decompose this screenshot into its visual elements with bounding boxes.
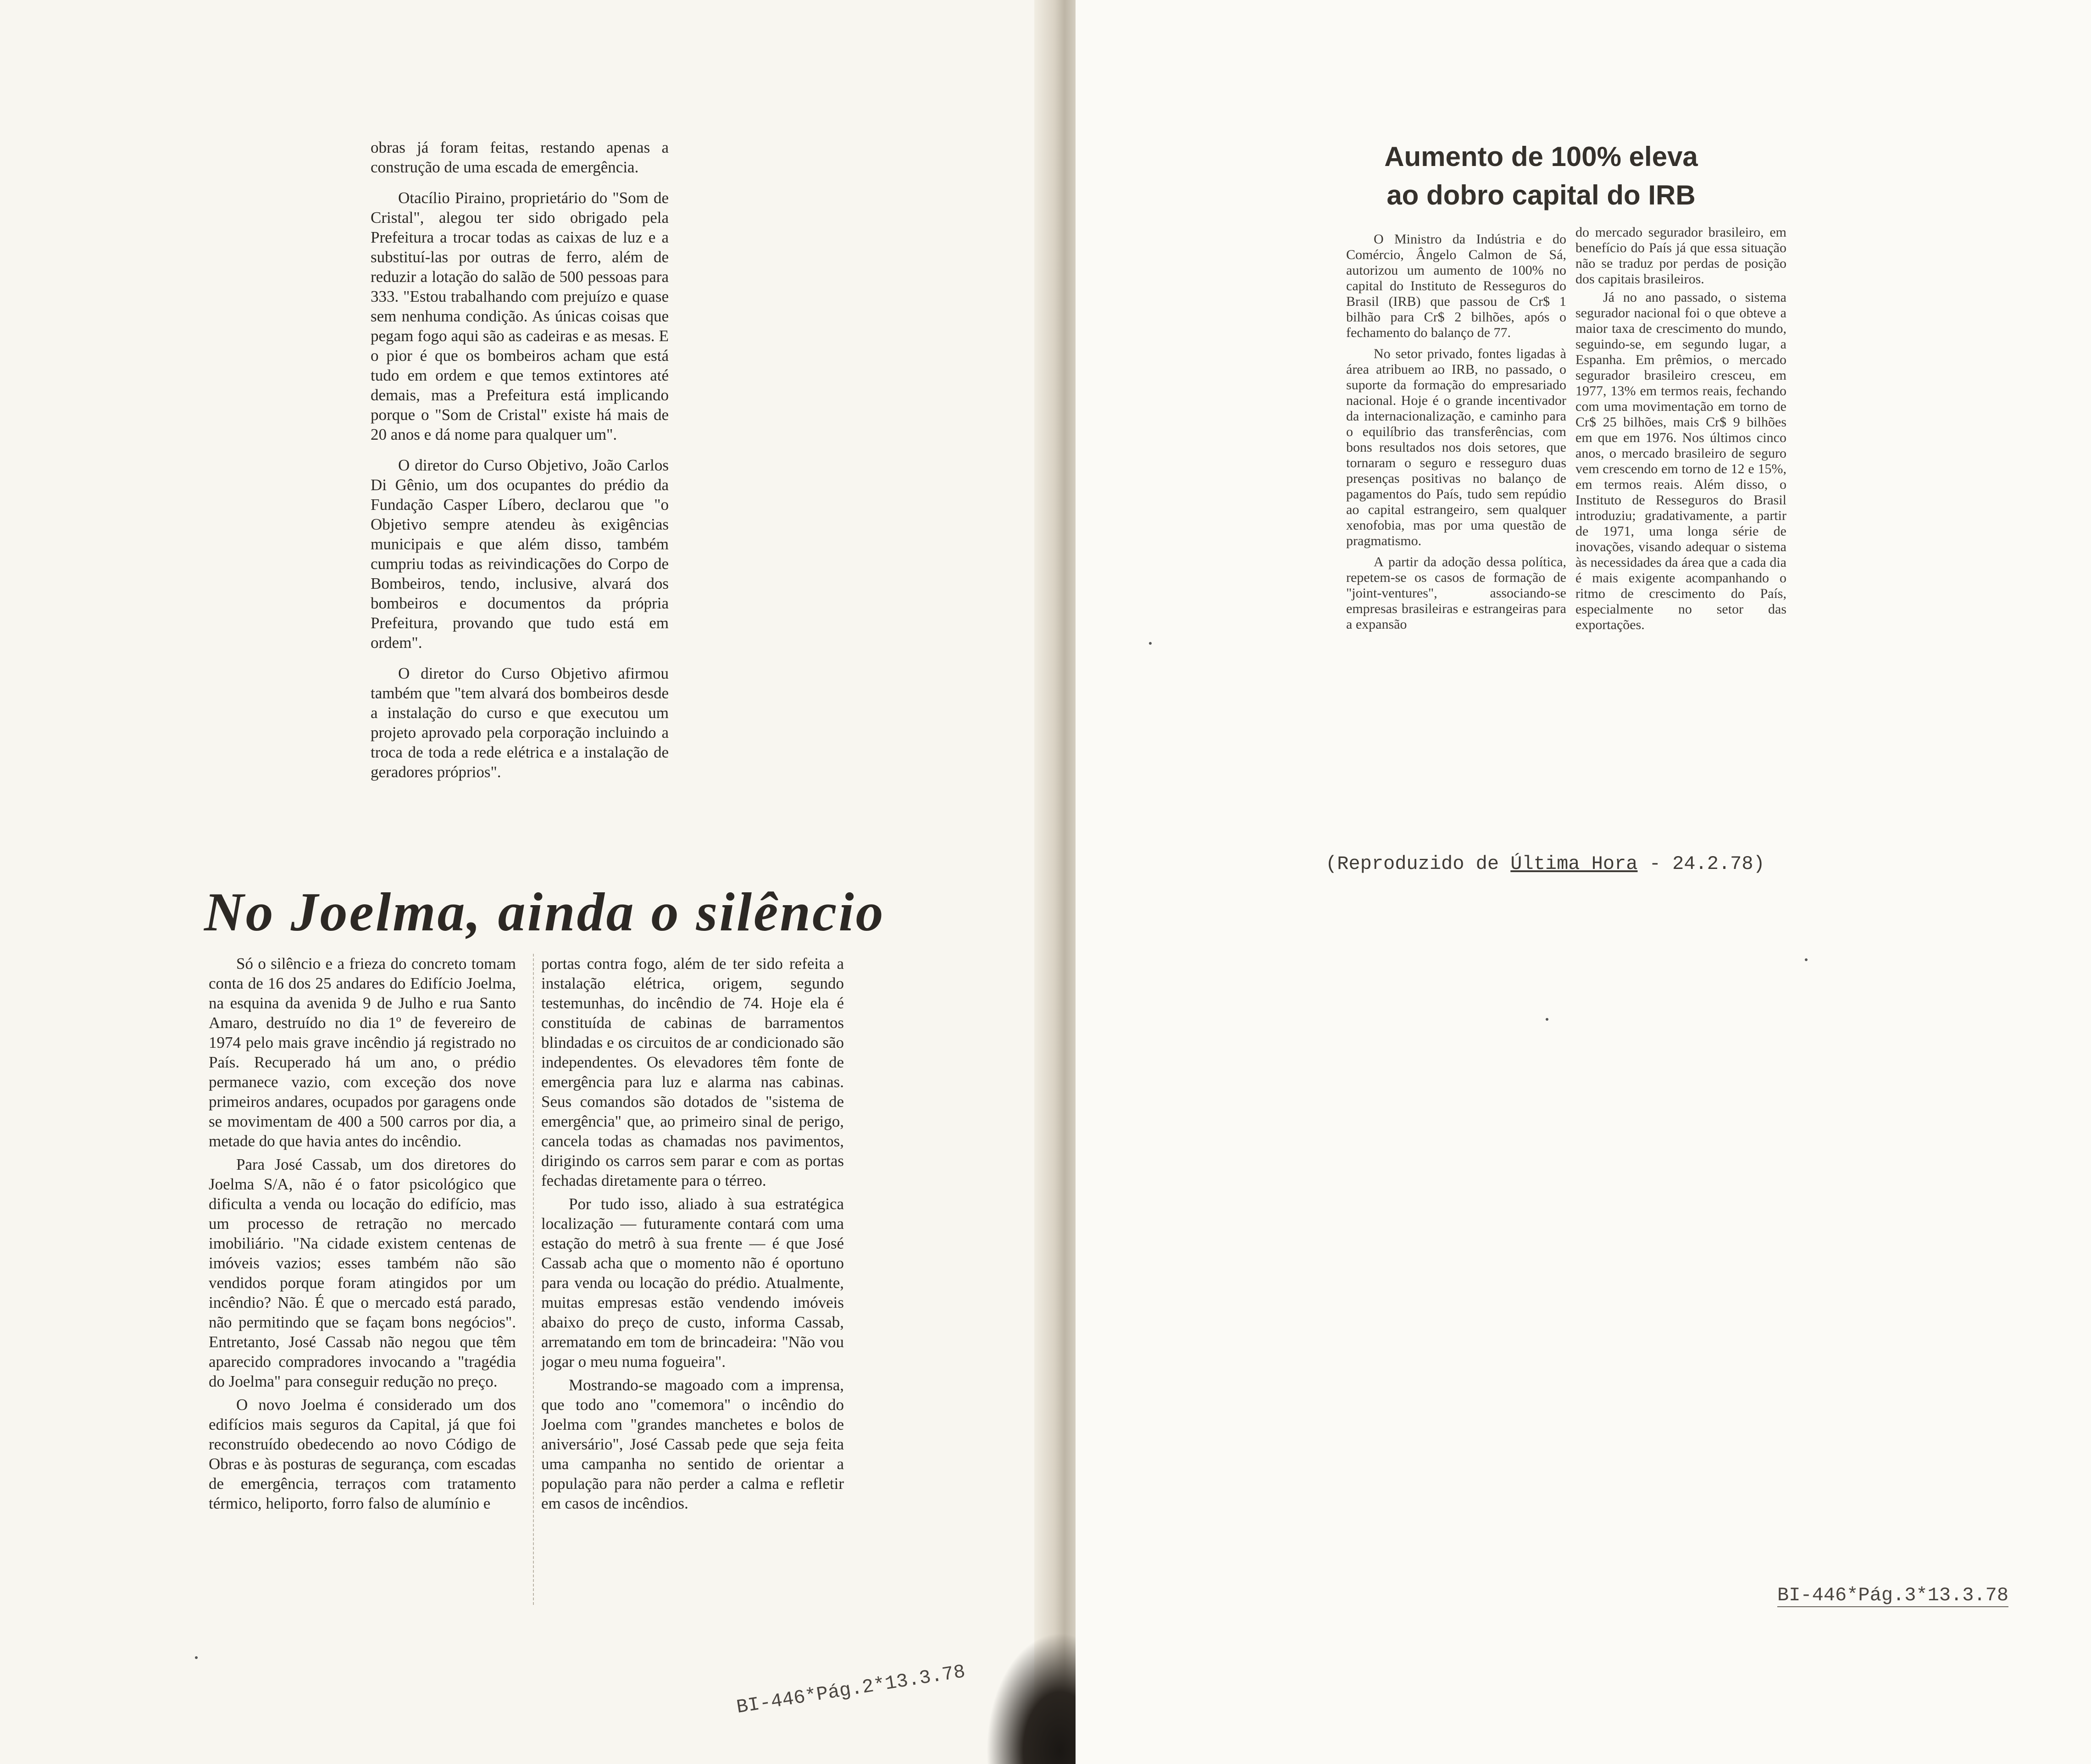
article-paragraph: obras já foram feitas, restando apenas a construção de uma escada de emergência. <box>371 138 669 176</box>
continued-article <box>371 138 669 782</box>
joelma-column-2 <box>541 954 844 1513</box>
irb-column-1 <box>1346 232 1566 632</box>
joelma-column-1 <box>209 954 516 1513</box>
article-paragraph: O Ministro da Indústria e do Comércio, Ângelo Calmon de Sá, autorizou um aumento de 100% no capital do Instituto de Resseguros do Brasil (IRB) que passou de Cr$ 1 bilhão para Cr$ 2 bilhões, após o fechamento do balanço de 77. <box>1346 232 1566 340</box>
page-stamp: BI-446*Pág.3*13.3.78 <box>1777 1584 2009 1606</box>
article-paragraph: Só o silêncio e a frieza do concreto tomam conta de 16 dos 25 andares do Edifício Joelma, na esquina da avenida 9 de Julho e rua Santo Amaro, destruído no dia 1º de fevereiro de 1974 pelo mais grave incêndio já registrado no País. Recuperado há um ano, o prédio permanece vazio, com exceção dos nove primeiros andares, ocupados por garagens onde se movimentam de 400 a 500 carros por dia, a metade do que havia antes do incêndio. <box>209 955 516 1150</box>
right-page <box>1076 0 2091 1764</box>
article-paragraph: Mostrando-se magoado com a imprensa, que todo ano "comemora" o incêndio do Joelma com "grandes manchetes e bolos de aniversário", José Cassab pede que seja feita uma campanha no sentido de orientar a população para não perder a calma e refletir em casos de incêndios. <box>541 1376 844 1512</box>
reprint-prefix: (Reproduzido de <box>1326 853 1511 875</box>
page-stamp: BI-446*Pág.2*13.3.78 <box>735 1660 967 1719</box>
irb-headline-line: ao dobro capital do IRB <box>1387 180 1696 210</box>
ink-speck <box>1546 1018 1548 1021</box>
article-paragraph: Já no ano passado, o sistema segurador nacional foi o que obteve a maior taxa de crescimento do mundo, seguindo-se, em segundo lugar, a Espanha. Em prêmios, o mercado segurador brasileiro cresceu, em 1977, 13% em termos reais, fechando com uma movimentação em torno de Cr$ 25 bilhões, mais Cr$ 9 bilhões em que em 1976. Nos últimos cinco anos, o mercado brasileiro de seguro vem crescendo em torno de 12 e 15%, em termos reais. Além disso, o Instituto de Resseguros do Brasil introduziu; gradativamente, a partir de 1971, uma longa série de inovações, visando adequar o sistema às necessidades da área que a cada dia é mais exigente acompanhando o ritmo de crescimento do País, especialmente no setor das exportações. <box>1575 290 1786 632</box>
article-paragraph: Para José Cassab, um dos diretores do Joelma S/A, não é o fator psicológico que dificulta a venda ou locação do edifício, mas um processo de retração no mercado imobiliário. "Na cidade existem centenas de imóveis vazios; esses também não são vendidos porque foram atingidos por um incêndio? Não. É que o mercado está parado, não permitindo que se façam bons negócios". Entretanto, José Cassab não negou que têm aparecido compradores invocando a "tragédia do Joelma" para conseguir redução no preço. <box>209 1156 516 1390</box>
article-paragraph: Otacílio Piraino, proprietário do "Som de Cristal", alegou ter sido obrigado pela Prefeitura a trocar todas as caixas de luz e a substituí-las por outras de ferro, além de reduzir a lotação do salão de 500 pessoas para 333. "Estou trabalhando com prejuízo e quase sem nenhuma condição. As únicas coisas que pegam fogo aqui são as cadeiras e as mesas. E o pior é que os bombeiros acham que está tudo em ordem e que temos extintores até demais, mas a Prefeitura está implicando porque o "Som de Cristal" existe há mais de 20 anos e dá nome para qualquer um". <box>371 189 669 443</box>
article-paragraph: O diretor do Curso Objetivo afirmou também que "tem alvará dos bombeiros desde a instalação do curso e que executou um projeto aprovado pela corporação incluindo a troca de toda a rede elétrica e a instalação de geradores próprios". <box>371 664 669 781</box>
ink-speck <box>1149 642 1152 645</box>
article-paragraph: A partir da adoção dessa política, repetem-se os casos de formação de "joint-ventures", associando-se empresas brasileiras e estrangeiras para a expansão <box>1346 554 1566 632</box>
ink-speck <box>1805 958 1808 961</box>
article-paragraph: do mercado segurador brasileiro, em benefício do País já que essa situação não se traduz por perdas de posição dos capitais brasileiros. <box>1575 225 1786 287</box>
reprint-suffix: - 24.2.78) <box>1637 853 1765 875</box>
article-paragraph: O diretor do Curso Objetivo, João Carlos Di Gênio, um dos ocupantes do prédio da Fundação Casper Líbero, declarou que "o Objetivo sempre atendeu às exigências municipais e que além disso, também cumpriu todas as reivindicações do Corpo de Bombeiros, tendo, inclusive, alvará dos bombeiros e documentos da própria Prefeitura, provando que tudo está em ordem". <box>371 456 669 652</box>
joelma-headline: No Joelma, ainda o silêncio <box>204 881 885 942</box>
irb-headline-line: Aumento de 100% eleva <box>1384 141 1698 172</box>
column-divider <box>533 954 535 1605</box>
irb-column-2 <box>1575 225 1786 633</box>
article-paragraph: O novo Joelma é considerado um dos edifícios mais seguros da Capital, já que foi reconstruído obedecendo ao novo Código de Obras e às posturas de segurança, com escadas de emergência, terraços com tratamento térmico, heliporto, forro falso de alumínio e <box>209 1396 516 1512</box>
article-paragraph: Por tudo isso, aliado à sua estratégica localização — futuramente contará com uma estação do metrô à sua frente — é que José Cassab acha que o momento não é oportuno para venda ou locação do prédio. Atualmente, muitas empresas estão vendendo imóveis abaixo do preço de custo, informa Cassab, arrematando em tom de brincadeira: "Não vou jogar o meu numa fogueira". <box>541 1195 844 1371</box>
reprint-note <box>1326 853 1765 875</box>
irb-headline <box>1312 138 1770 215</box>
reprint-source: Última Hora <box>1510 853 1638 875</box>
ink-speck <box>195 1656 198 1659</box>
article-paragraph: No setor privado, fontes ligadas à área atribuem ao IRB, no passado, o suporte da formação do empresariado nacional. Hoje é o grande incentivador da internacionalização, e caminho para o equilíbrio das transferências, com bons resultados nos dois setores, que tornaram o seguro e resseguro duas presenças positivas no balanço de pagamentos do País, tudo sem repúdio ao capital estrangeiro, sem qualquer xenofobia, mas por uma questão de pragmatismo. <box>1346 346 1566 548</box>
article-paragraph: portas contra fogo, além de ter sido refeita a instalação elétrica, origem, segundo testemunhas, do incêndio de 74. Hoje ela é constituída de cabinas de barramentos blindadas e os circuitos de ar condicionado são independentes. Os elevadores têm fonte de emergência para luz e alarma nas cabinas. Seus comandos são dotados de "sistema de emergência" que, ao primeiro sinal de perigo, cancela todas as chamadas nos pavimentos, dirigindo os carros sem parar e com as portas fechadas diretamente para o térreo. <box>541 955 844 1189</box>
